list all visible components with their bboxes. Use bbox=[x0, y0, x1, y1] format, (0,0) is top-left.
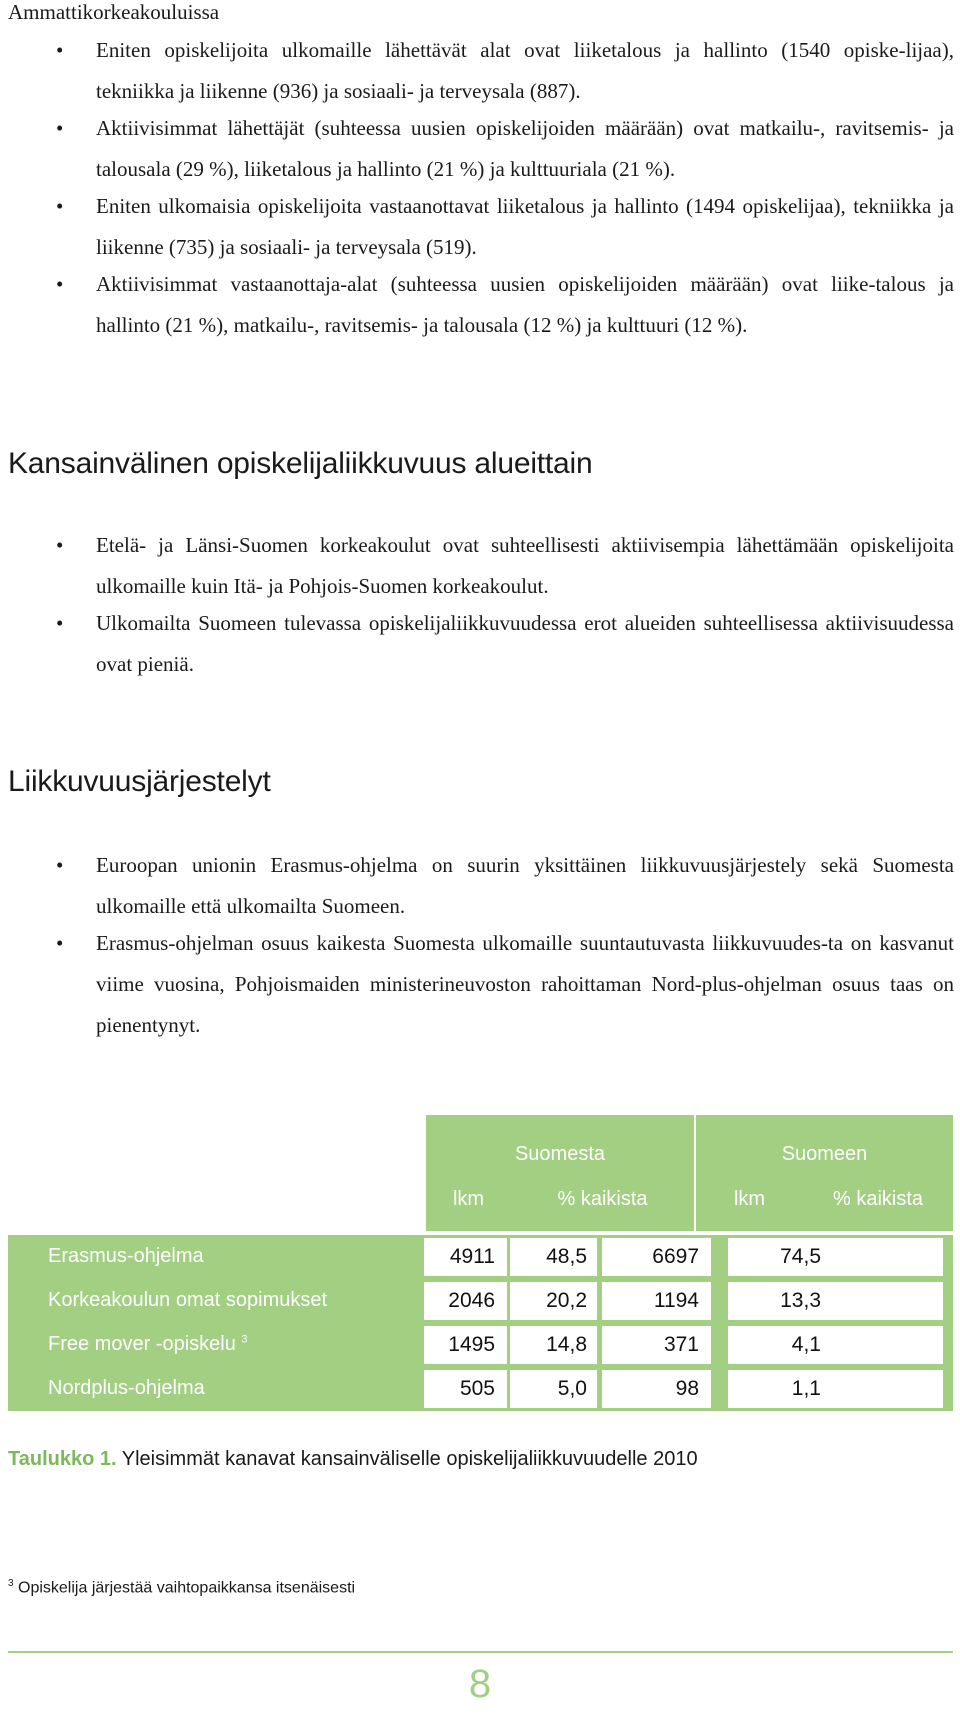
footnote bbox=[8, 1578, 355, 1597]
divider bbox=[694, 1115, 696, 1231]
list-item: • Euroopan unionin Erasmus-ohjelma on suurin yksittäinen liikkuvuusjärjestely sekä Suomesta ulkomaille että ulkomailta Suomeen. bbox=[74, 845, 954, 927]
table-cell: 4911 bbox=[424, 1238, 507, 1276]
list-item: • Ulkomailta Suomeen tulevassa opiskelijaliikkuvuudessa erot alueiden suhteellisessa aktiivisuudessa ovat pieniä. bbox=[74, 603, 954, 685]
list-item: • Etelä- ja Länsi-Suomen korkeakoulut ovat suhteellisesti aktiivisempia lähettämään opiskelijoita ulkomaille kuin Itä- ja Pohjois-Suomen korkeakoulut. bbox=[74, 525, 954, 607]
list-item: • Aktiivisimmat lähettäjät (suhteessa uusien opiskelijoiden määrään) ovat matkailu-, ravitsemis- ja talousala (29 %), liiketalous ja hallinto (21 %) ja kulttuuriala (21 %). bbox=[74, 108, 954, 190]
subheader-percent: % kaikista bbox=[832, 1188, 924, 1210]
bullet-list-jarjestelyt bbox=[56, 845, 954, 1042]
bullet-icon: • bbox=[56, 853, 64, 877]
page-number: 8 bbox=[468, 1662, 492, 1706]
table-header bbox=[426, 1115, 953, 1231]
table-cell: 1495 bbox=[424, 1326, 507, 1364]
table-cell: 13,3 bbox=[728, 1282, 943, 1320]
subheader-percent: % kaikista bbox=[557, 1188, 648, 1210]
bullet-list-ammattikorkeakoulut bbox=[56, 30, 954, 342]
table-cell: 371 bbox=[602, 1326, 711, 1364]
bullet-icon: • bbox=[56, 116, 64, 140]
list-item: • Eniten opiskelijoita ulkomaille lähettävät alat ovat liiketalous ja hallinto (1540 opiske-lijaa), tekniikka ja liikenne (936) ja sosiaali- ja terveysala (887). bbox=[74, 30, 954, 112]
bullet-icon: • bbox=[56, 38, 64, 62]
row-label: Free mover -opiskelu $^3$ bbox=[48, 1333, 248, 1355]
table-cell: 2046 bbox=[424, 1282, 507, 1320]
section-label: Ammattikorkeakouluissa bbox=[8, 0, 220, 24]
bullet-icon: • bbox=[56, 533, 64, 557]
list-item: • Erasmus-ohjelman osuus kaikesta Suomesta ulkomaille suuntautuvasta liikkuvuudes-ta on kasvanut viime vuosina, Pohjoismaiden ministerineuvoston rahoittaman Nord-plus-ohjelman osuus taas on pienentynyt. bbox=[74, 923, 954, 1046]
subheader-lkm: lkm bbox=[733, 1188, 766, 1210]
table-caption bbox=[8, 1448, 698, 1471]
table-row bbox=[8, 1279, 953, 1323]
bullet-list-alueittain bbox=[56, 525, 954, 681]
subheader-lkm: lkm bbox=[452, 1188, 485, 1210]
bullet-icon: • bbox=[56, 272, 64, 296]
caption-text: Yleisimmät kanavat kansainväliselle opiskelijaliikkuvuudelle 2010 bbox=[116, 1448, 698, 1470]
table-cell: 505 bbox=[424, 1370, 507, 1408]
row-label: Erasmus-ohjelma bbox=[48, 1245, 204, 1267]
footnote-text: Opiskelija järjestää vaihtopaikkansa itsenäisesti bbox=[13, 1579, 356, 1597]
caption-label: Taulukko 1. bbox=[8, 1448, 117, 1470]
list-item: • Eniten ulkomaisia opiskelijoita vastaanottavat liiketalous ja hallinto (1494 opiskelijaa), tekniikka ja liikenne (735) ja sosiaali- ja terveysala (519). bbox=[74, 186, 954, 268]
table-cell: 20,2 bbox=[510, 1282, 597, 1320]
row-label: Korkeakoulun omat sopimukset bbox=[48, 1289, 328, 1311]
table-cell: 14,8 bbox=[510, 1326, 597, 1364]
footnote-number: 3 bbox=[8, 1578, 14, 1589]
section-heading: Liikkuvuusjärjestelyt bbox=[8, 765, 271, 798]
table-cell: 4,1 bbox=[728, 1326, 943, 1364]
section-heading: Kansainvälinen opiskelijaliikkuvuus alueittain bbox=[8, 447, 593, 480]
table-cell: 48,5 bbox=[510, 1238, 597, 1276]
bullet-icon: • bbox=[56, 611, 64, 635]
table-row bbox=[8, 1367, 953, 1411]
footer-divider bbox=[8, 1651, 953, 1653]
table-cell: 98 bbox=[602, 1370, 711, 1408]
list-item: • Aktiivisimmat vastaanottaja-alat (suhteessa uusien opiskelijoiden määrään) ovat liike-talous ja hallinto (21 %), matkailu-, ravitsemis- ja talousala (12 %) ja kulttuuri (12 %). bbox=[74, 264, 954, 346]
table-row bbox=[8, 1323, 953, 1367]
table-cell: 1,1 bbox=[728, 1370, 943, 1408]
table-row bbox=[8, 1235, 953, 1279]
table-cell: 74,5 bbox=[728, 1238, 943, 1276]
bullet-icon: • bbox=[56, 194, 64, 218]
table-cell: 1194 bbox=[602, 1282, 711, 1320]
header-suomesta: Suomesta bbox=[514, 1143, 606, 1165]
header-suomeen: Suomeen bbox=[781, 1143, 868, 1165]
bullet-icon: • bbox=[56, 931, 64, 955]
row-label: Nordplus-ohjelma bbox=[48, 1377, 205, 1399]
table-cell: 5,0 bbox=[510, 1370, 597, 1408]
table-cell: 6697 bbox=[602, 1238, 711, 1276]
